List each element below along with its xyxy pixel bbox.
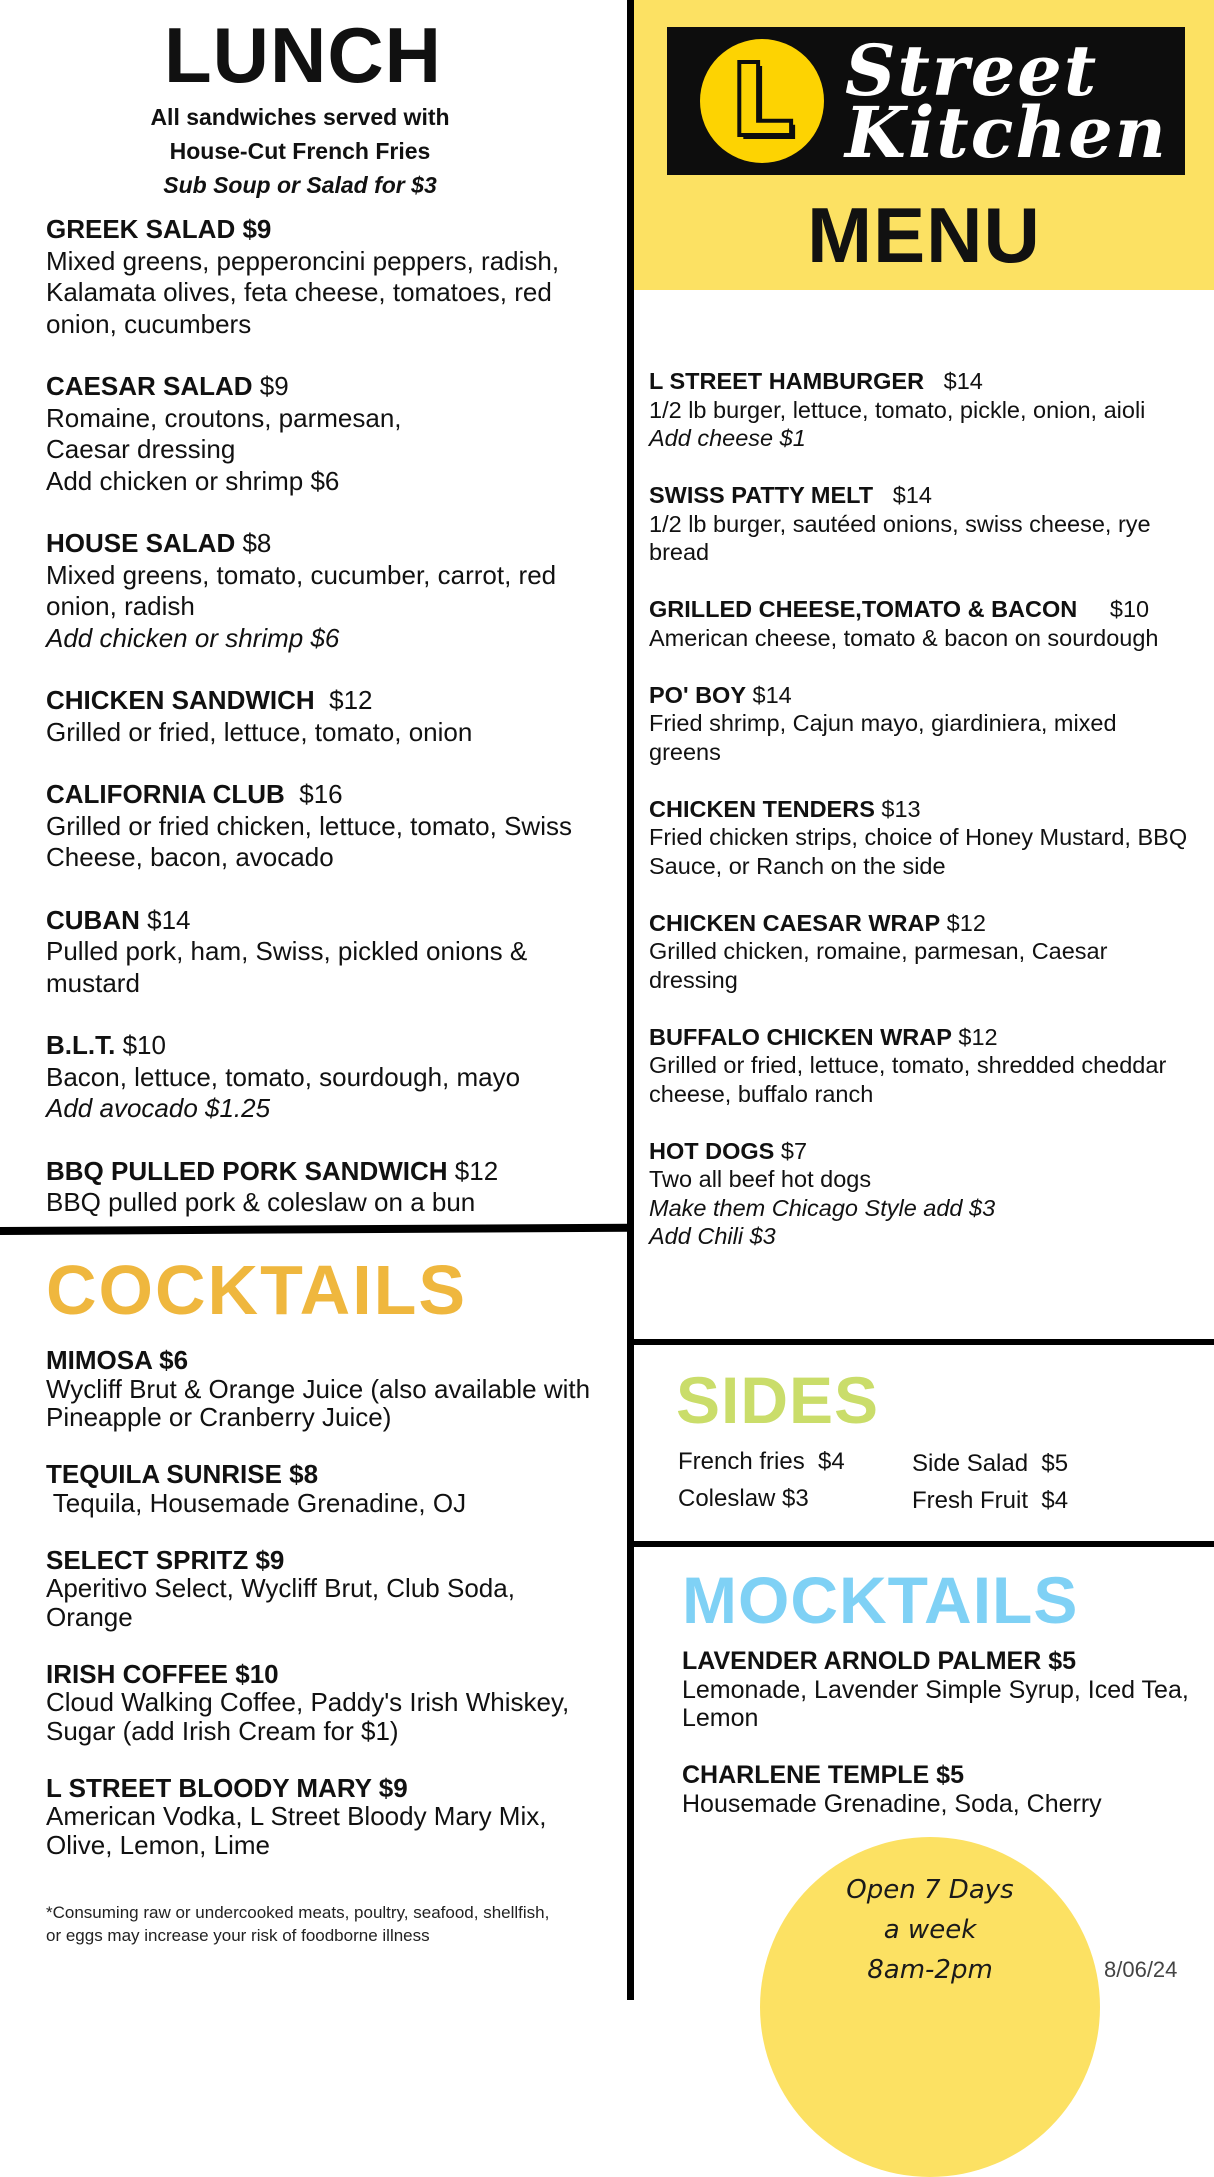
main-item-hamburger xyxy=(649,367,1194,453)
sides-column-left xyxy=(678,1443,845,1517)
cocktail-bloody-mary xyxy=(46,1774,606,1860)
item-desc: Bacon, lettuce, tomato, sourdough, mayo xyxy=(46,1061,521,1092)
sides-column-right xyxy=(912,1445,1068,1519)
main-item-hot-dogs xyxy=(649,1137,1194,1251)
lunch-item-chicken-sandwich xyxy=(46,685,606,748)
lunch-menu-list xyxy=(46,214,606,1250)
item-desc: American cheese, tomato & bacon on sourdough xyxy=(649,624,1159,651)
main-item-po-boy xyxy=(649,681,1194,767)
item-price: $12 xyxy=(314,685,373,715)
item-desc: Mixed greens, pepperoncini peppers, radish, Kalamata olives, feta cheese, tomatoes, red onion, cucumbers xyxy=(46,245,560,339)
item-price: $14 xyxy=(873,482,932,508)
item-name: SWISS PATTY MELT xyxy=(649,482,874,508)
item-price: $12 xyxy=(447,1155,499,1186)
vertical-divider xyxy=(627,0,634,2000)
item-name: BUFFALO CHICKEN WRAP xyxy=(649,1023,952,1050)
item-price: $9 xyxy=(252,371,289,401)
lunch-item-house-salad xyxy=(46,528,606,654)
item-note: Add cheese $1 xyxy=(649,425,806,451)
item-name: GREEK SALAD $9 xyxy=(46,214,272,244)
item-name: IRISH COFFEE $10 xyxy=(46,1658,279,1689)
item-name: B.L.T. xyxy=(46,1030,116,1060)
item-desc: Grilled or fried chicken, lettuce, tomato, Swiss Cheese, bacon, avocado xyxy=(46,810,572,872)
item-name: L STREET HAMBURGER xyxy=(649,368,925,394)
lunch-title: LUNCH xyxy=(164,11,442,99)
main-item-grilled-cheese xyxy=(649,595,1194,652)
item-desc: Cloud Walking Coffee, Paddy's Irish Whiskey, Sugar (add Irish Cream for $1) xyxy=(46,1687,570,1746)
lunch-subtitle-line2: House-Cut French Fries xyxy=(169,138,431,164)
hours-line1: Open 7 Days xyxy=(846,1875,1014,1905)
item-price: $7 xyxy=(774,1137,808,1164)
item-price: $8 xyxy=(235,528,272,558)
lunch-subtitle-line3: Sub Soup or Salad for $3 xyxy=(163,172,437,198)
item-name: HOUSE SALAD xyxy=(46,528,236,558)
item-desc: Lemonade, Lavender Simple Syrup, Iced Tea, Lemon xyxy=(682,1675,1189,1732)
menu-date: 8/06/24 xyxy=(1104,1957,1178,1982)
main-item-chicken-tenders xyxy=(649,795,1194,881)
item-desc: Tequila, Housemade Grenadine, OJ xyxy=(46,1487,467,1518)
item-desc: Grilled or fried, lettuce, tomato, onion xyxy=(46,716,473,747)
cocktail-select-spritz xyxy=(46,1546,606,1632)
item-price: $10 xyxy=(1077,596,1150,622)
lunch-item-blt xyxy=(46,1030,606,1125)
cocktails-title: COCKTAILS xyxy=(46,1251,468,1329)
item-note: Add avocado $1.25 xyxy=(46,1093,271,1123)
food-safety-disclaimer: *Consuming raw or undercooked meats, poultry, seafood, shellfish, or eggs may increase your risk of foodborne illness xyxy=(46,1903,550,1945)
sides-title: SIDES xyxy=(676,1363,880,1437)
mocktails-list xyxy=(682,1647,1197,1847)
lunch-item-cuban xyxy=(46,905,606,1000)
item-price: $16 xyxy=(284,779,343,809)
item-name: LAVENDER ARNOLD PALMER $5 xyxy=(682,1647,1077,1675)
item-desc: Add chicken or shrimp $6 xyxy=(46,465,340,496)
item-note: Add Chili $3 xyxy=(649,1223,776,1249)
mocktail-charlene-temple xyxy=(682,1761,1197,1818)
item-name: CHICKEN CAESAR WRAP xyxy=(649,909,941,936)
item-name: BBQ PULLED PORK SANDWICH xyxy=(46,1155,448,1186)
item-name: PO' BOY xyxy=(649,681,746,708)
item-desc: Caesar dressing xyxy=(46,434,236,464)
menu-title: MENU xyxy=(807,191,1041,279)
item-name: CUBAN xyxy=(46,904,140,935)
hours-line3: 8am-2pm xyxy=(867,1955,993,1985)
item-desc: Grilled or fried, lettuce, tomato, shredded cheddar cheese, buffalo ranch xyxy=(649,1052,1167,1107)
sides-mocktails-divider xyxy=(631,1541,1214,1547)
lunch-item-california-club xyxy=(46,779,606,874)
item-name: GRILLED CHEESE,TOMATO & BACON xyxy=(649,596,1078,622)
hours-line2: a week xyxy=(883,1915,977,1945)
lunch-subtitle-line1: All sandwiches served with xyxy=(150,104,450,130)
item-desc: 1/2 lb burger, sautéed onions, swiss cheese, rye bread xyxy=(649,510,1151,565)
item-desc: Fried chicken strips, choice of Honey Mustard, BBQ Sauce, or Ranch on the side xyxy=(649,824,1188,879)
mains-list xyxy=(649,367,1194,1279)
side-item: French fries $4 xyxy=(678,1448,845,1475)
item-name: MIMOSA $6 xyxy=(46,1345,189,1375)
item-desc: 1/2 lb burger, lettuce, tomato, pickle, onion, aioli xyxy=(649,396,1146,423)
item-desc: BBQ pulled pork & coleslaw on a bun xyxy=(46,1187,476,1217)
item-desc: Housemade Grenadine, Soda, Cherry xyxy=(682,1789,1102,1818)
item-desc: Two all beef hot dogs xyxy=(649,1166,872,1192)
logo-line1: Street xyxy=(845,29,1099,112)
item-desc: Fried shrimp, Cajun mayo, giardiniera, mixed greens xyxy=(649,710,1117,765)
cocktail-tequila-sunrise xyxy=(46,1460,606,1517)
main-item-buffalo-chicken-wrap xyxy=(649,1023,1194,1109)
item-name: HOT DOGS xyxy=(649,1137,775,1164)
item-price: $10 xyxy=(115,1030,166,1060)
lunch-subtitle xyxy=(0,100,600,202)
logo-wordmark xyxy=(845,29,1175,174)
item-name: CHARLENE TEMPLE $5 xyxy=(682,1761,964,1789)
item-name: SELECT SPRITZ $9 xyxy=(46,1544,285,1575)
cocktail-irish-coffee xyxy=(46,1660,606,1746)
item-price: $13 xyxy=(874,795,921,822)
cocktails-list xyxy=(46,1346,606,1888)
lunch-item-bbq-pulled-pork xyxy=(46,1156,606,1219)
logo-letter: L xyxy=(730,42,794,159)
side-item: Fresh Fruit $4 xyxy=(912,1487,1069,1514)
item-name: L STREET BLOODY MARY $9 xyxy=(46,1772,408,1803)
item-desc: American Vodka, L Street Bloody Mary Mix, Olive, Lemon, Lime xyxy=(46,1801,547,1860)
item-name: CHICKEN TENDERS xyxy=(649,795,875,822)
mains-sides-divider xyxy=(631,1339,1214,1345)
cocktail-mimosa xyxy=(46,1346,606,1432)
item-price: $12 xyxy=(940,909,986,936)
lunch-item-greek-salad xyxy=(46,214,606,340)
item-desc: Aperitivo Select, Wycliff Brut, Club Soda, Orange xyxy=(46,1573,515,1632)
item-note: Make them Chicago Style add $3 xyxy=(649,1194,996,1221)
main-item-chicken-caesar-wrap xyxy=(649,909,1194,995)
mocktails-title: MOCKTAILS xyxy=(682,1563,1079,1637)
item-price: $14 xyxy=(746,681,792,708)
item-desc: Mixed greens, tomato, cucumber, carrot, red onion, radish xyxy=(46,559,557,621)
item-price: $14 xyxy=(139,904,191,935)
item-desc: Wycliff Brut & Orange Juice (also available with Pineapple or Cranberry Juice) xyxy=(46,1373,591,1432)
side-item: Coleslaw $3 xyxy=(678,1485,809,1512)
item-desc: Grilled chicken, romaine, parmesan, Caesar dressing xyxy=(649,938,1108,993)
logo-line2: Kitchen xyxy=(845,91,1168,174)
item-desc: Pulled pork, ham, Swiss, pickled onions & mustard xyxy=(46,936,528,998)
item-price: $14 xyxy=(924,368,983,394)
item-name: CAESAR SALAD xyxy=(46,371,253,401)
item-price: $12 xyxy=(951,1023,998,1050)
side-item: Side Salad $5 xyxy=(912,1450,1069,1477)
item-name: TEQUILA SUNRISE $8 xyxy=(46,1459,319,1489)
main-item-patty-melt xyxy=(649,481,1194,567)
lunch-item-caesar-salad xyxy=(46,371,606,497)
item-name: CHICKEN SANDWICH xyxy=(46,685,315,715)
mocktail-lavender-arnold-palmer xyxy=(682,1647,1197,1733)
item-name: CALIFORNIA CLUB xyxy=(46,779,285,809)
hours-text xyxy=(760,1870,1100,1990)
item-desc: Romaine, croutons, parmesan, xyxy=(46,402,402,433)
item-note: Add chicken or shrimp $6 xyxy=(46,622,340,653)
